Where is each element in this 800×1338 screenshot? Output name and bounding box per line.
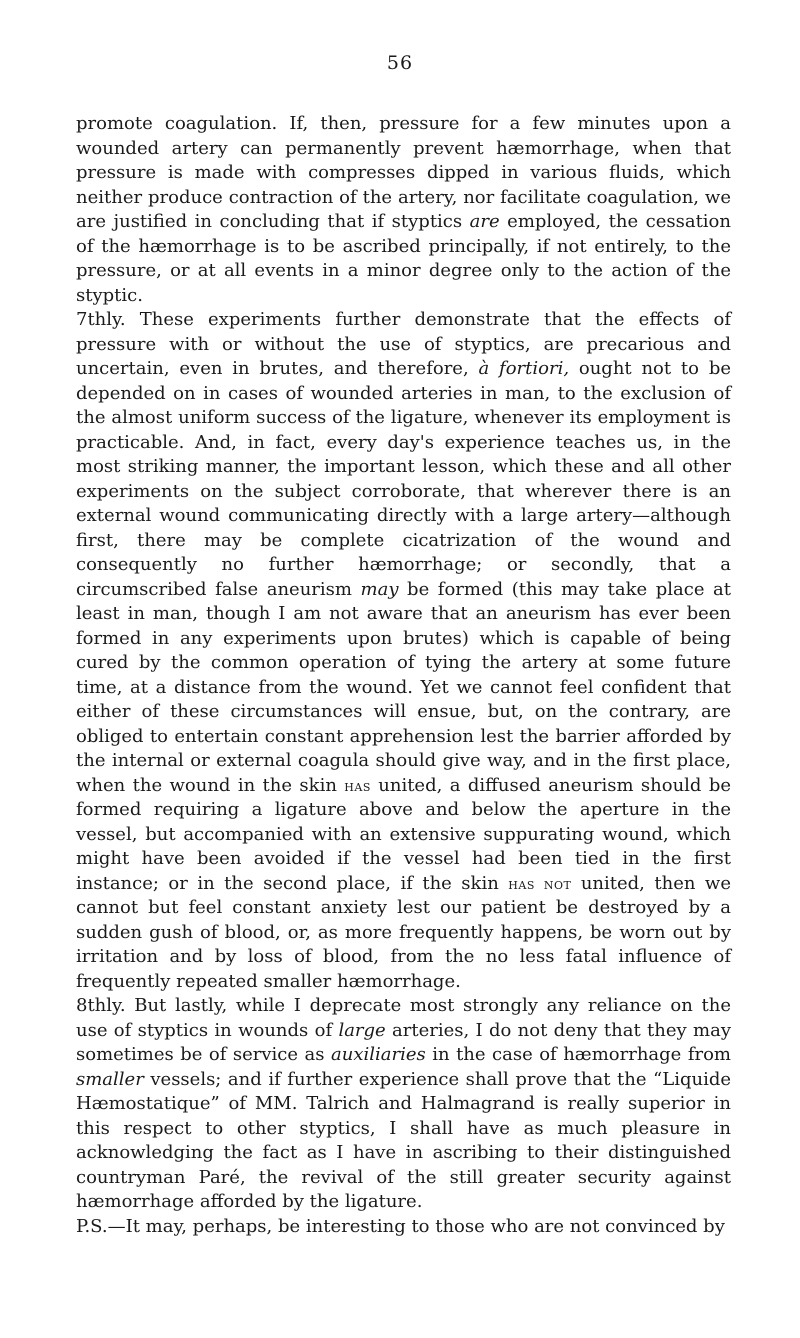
text-segment: P.S.—It may, perhaps, be interesting to those who are not convinced by xyxy=(76,1215,725,1237)
text-segment: vessels; and if further experience shall prove that the “Liquide Hæmostatique” of MM. Talrich and Halmagrand is really superior in this respect to other styptics, I shall have as much pleasure in acknowledging the fact as I have in ascribing to their distinguished countryman Paré, the revival of the still greater security against hæmorrhage afforded by the ligature. xyxy=(76,1068,731,1212)
text-segment-italic: are xyxy=(469,211,500,232)
page-number: 56 xyxy=(386,52,414,74)
paragraph-8thly xyxy=(76,994,731,1215)
text-segment: employed, the cessation of the hæmorrhage is to be ascribed principally, if not entirely, to the pressure, or at all events in a minor degree only to the action of the styptic. xyxy=(76,211,731,306)
text-segment-smallcaps: has xyxy=(344,776,371,795)
text-segment: united, a diffused aneurism should be formed requiring a ligature above and below the aperture in the vessel, but accompanied with an extensive suppurating wound, which might have been avoided if the vessel had been tied in the first instance; or in the second place, if the skin xyxy=(76,774,732,894)
text-segment: united, then we cannot but feel constant anxiety lest our patient be destroyed by a sudden gush of blood, or, as more frequently happens, be worn out by irritation and by loss of blood, from the no less fatal influence of frequently repeated smaller hæmorrhage. xyxy=(76,872,731,992)
text-segment: ought not to be depended on in cases of wounded arteries in man, to the exclusion of the almost uniform success of the ligature, whenever its employment is practicable. And, in fact, every day's experience teaches us, in the most striking manner, the important lesson, which these and all other experiments on the subject corroborate, that wherever there is an external wound communicating directly with a large artery—although first, there may be complete cicatrization of the wound and consequently no further hæmorrhage; or secondly, that a circumscribed false aneurism xyxy=(76,358,731,600)
paragraph-coagulation xyxy=(76,112,731,308)
text-segment-italic: large xyxy=(338,1019,386,1041)
text-segment-italic: auxiliaries xyxy=(331,1044,426,1065)
paragraph-7thly xyxy=(76,308,731,994)
body-text xyxy=(76,112,731,1239)
text-segment: arteries, I do not deny that they may sometimes be of service as xyxy=(76,1019,731,1065)
text-segment-smallcaps: has not xyxy=(508,874,572,893)
text-segment: be formed (this may take place at least in man, though I am not aware that an aneurism has ever been formed in any experiments upon brutes) which is capable of being cured by the common operation of tying the artery at some future time, at a distance from the wound. Yet we cannot feel confident that either of these circumstances will ensue, but, on the contrary, are obliged to entertain constant apprehension lest the barrier afforded by the internal or external coagula should give way, and in the first place, when the wound in the skin xyxy=(76,578,731,796)
text-segment: 8thly. But lastly, while I deprecate most strongly any reliance on the use of styptics in wounds of xyxy=(76,995,731,1041)
text-segment: in the case of hæmorrhage from xyxy=(425,1044,732,1065)
text-segment-italic: smaller xyxy=(76,1068,144,1090)
text-segment: 7thly. These experiments further demonstrate that the effects of pressure with or without the use of styptics, are precarious and uncertain, even in brutes, and therefore, xyxy=(76,309,731,379)
text-segment-italic: may xyxy=(360,578,399,600)
text-segment-italic: à fortiori, xyxy=(478,358,570,379)
text-segment: promote coagulation. If, then, pressure for a few minutes upon a wounded artery can permanently prevent hæmorrhage, when that pressure is made with compresses dipped in various fluids, which neither produce contraction of the artery, nor facilitate coagulation, we are justified in concluding that if styptics xyxy=(76,113,731,232)
paragraph-postscript xyxy=(76,1215,731,1240)
